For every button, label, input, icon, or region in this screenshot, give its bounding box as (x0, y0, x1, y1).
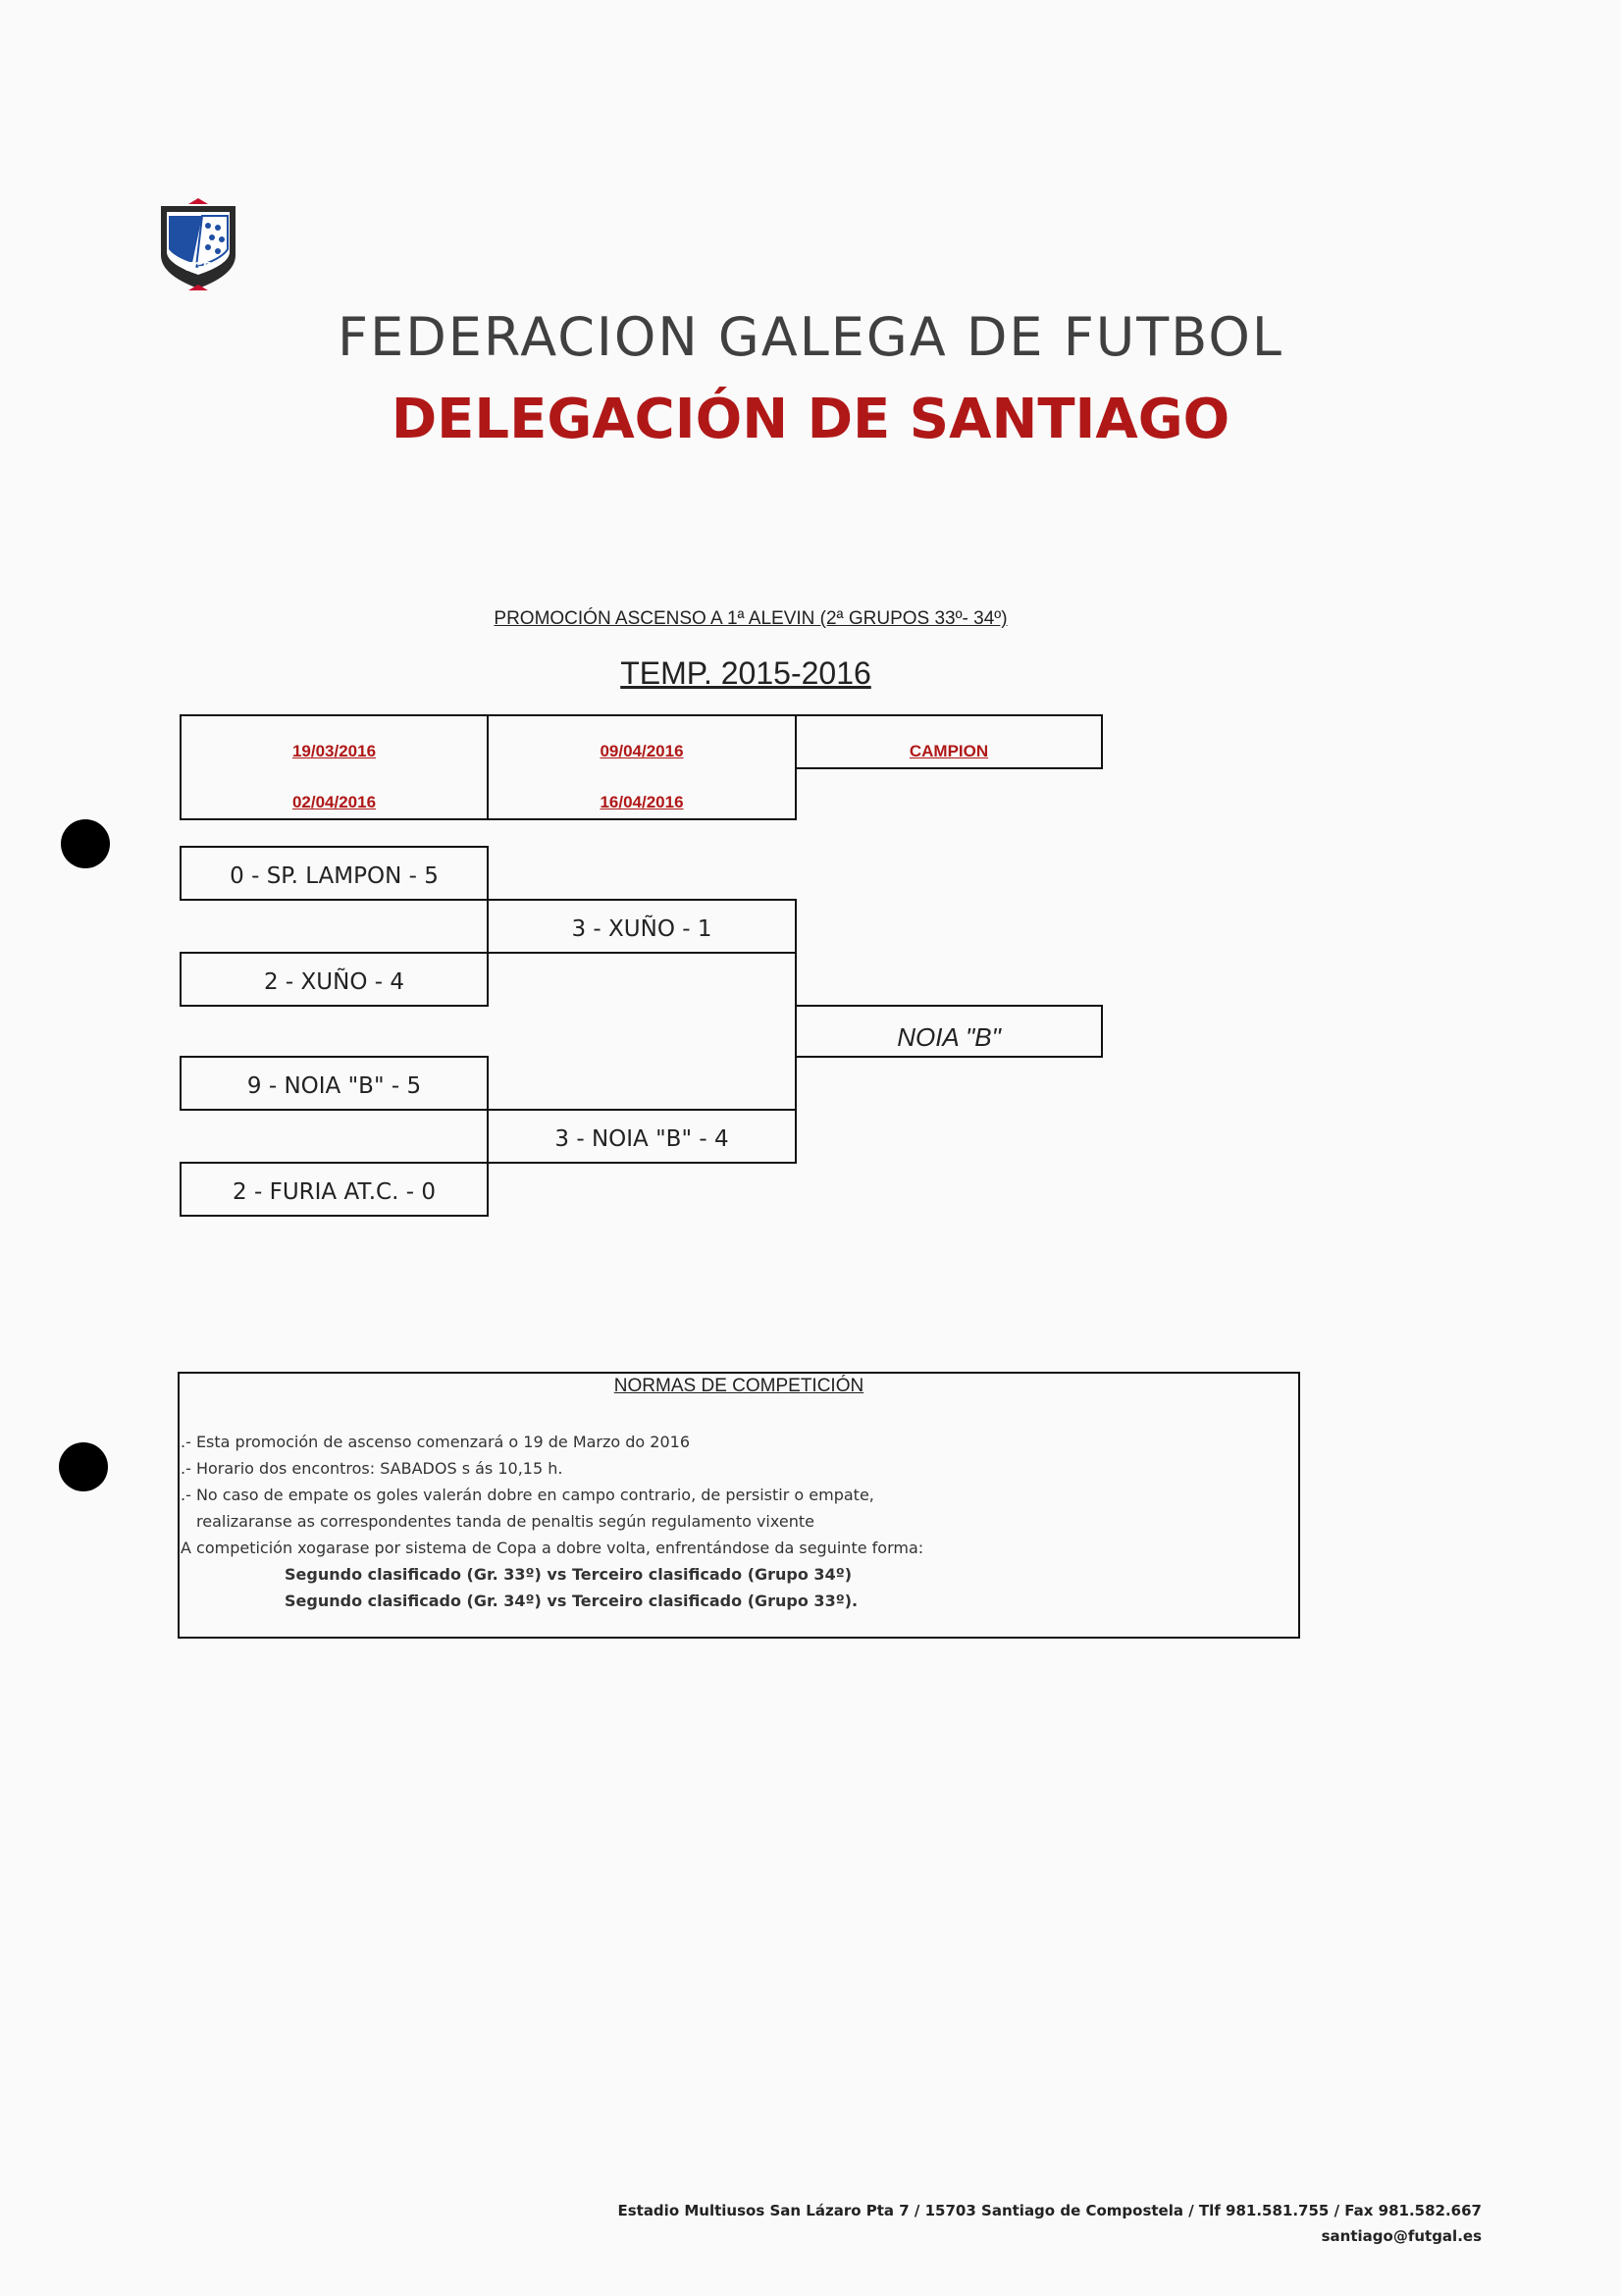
rule-line: .- No caso de empate os goles valerán dobre en campo contrario, de persistir o empate, (181, 1486, 874, 1504)
competition-title: PROMOCIÓN ASCENSO A 1ª ALEVIN (2ª GRUPOS 33º- 34º) (494, 608, 1008, 629)
round2-result-2: 3 - NOIA "B" - 4 (554, 1126, 729, 1152)
rule-line: realizaranse as correspondentes tanda de penaltis según regulamento vixente (196, 1512, 814, 1531)
delegation-title: DELEGACIÓN DE SANTIAGO (391, 388, 1230, 451)
round1-date-first: 19/03/2016 (291, 742, 377, 760)
punch-hole-top (61, 819, 110, 868)
rule-line: .- Esta promoción de ascenso comenzará o 19 de Marzo do 2016 (181, 1433, 691, 1451)
footer-address: Estadio Multiusos San Lázaro Pta 7 / 15703 Santiago de Compostela / Tlf 981.581.755 / Fax 981.582.667 (617, 2202, 1482, 2219)
round2-date-first: 09/04/2016 (600, 742, 684, 760)
round2-result-1: 3 - XUÑO - 1 (571, 916, 712, 942)
round2-date-second: 16/04/2016 (600, 793, 684, 811)
svg-text:FGF: FGF (185, 259, 211, 274)
federation-title: FEDERACION GALEGA DE FUTBOL (338, 306, 1283, 368)
round1-result-1: 0 - SP. LAMPON - 5 (230, 863, 439, 889)
rule-pairing: Segundo clasificado (Gr. 33º) vs Terceiro clasificado (Grupo 34º) (285, 1565, 853, 1584)
champion-header: CAMPION (909, 742, 989, 760)
round1-result-2: 2 - XUÑO - 4 (263, 969, 404, 995)
rule-line: .- Horario dos encontros: SABADOS s ás 10,15 h. (181, 1459, 563, 1478)
footer-email: santiago@futgal.es (1321, 2227, 1482, 2245)
rule-line: A competición xogarase por sistema de Copa a dobre volta, enfrentándose da seguinte forma: (181, 1539, 924, 1557)
round1-date-second: 02/04/2016 (291, 793, 377, 811)
rules-title: NORMAS DE COMPETICIÓN (613, 1376, 864, 1396)
fgf-logo (157, 194, 239, 294)
champion-team: NOIA "B" (897, 1022, 1001, 1052)
round1-result-3: 9 - NOIA "B" - 5 (246, 1073, 422, 1099)
rule-pairing: Segundo clasificado (Gr. 34º) vs Terceiro clasificado (Grupo 33º). (285, 1592, 859, 1610)
season-title: TEMP. 2015-2016 (620, 655, 871, 691)
round1-result-4: 2 - FURIA AT.C. - 0 (233, 1179, 436, 1205)
punch-hole-bottom (59, 1442, 108, 1491)
